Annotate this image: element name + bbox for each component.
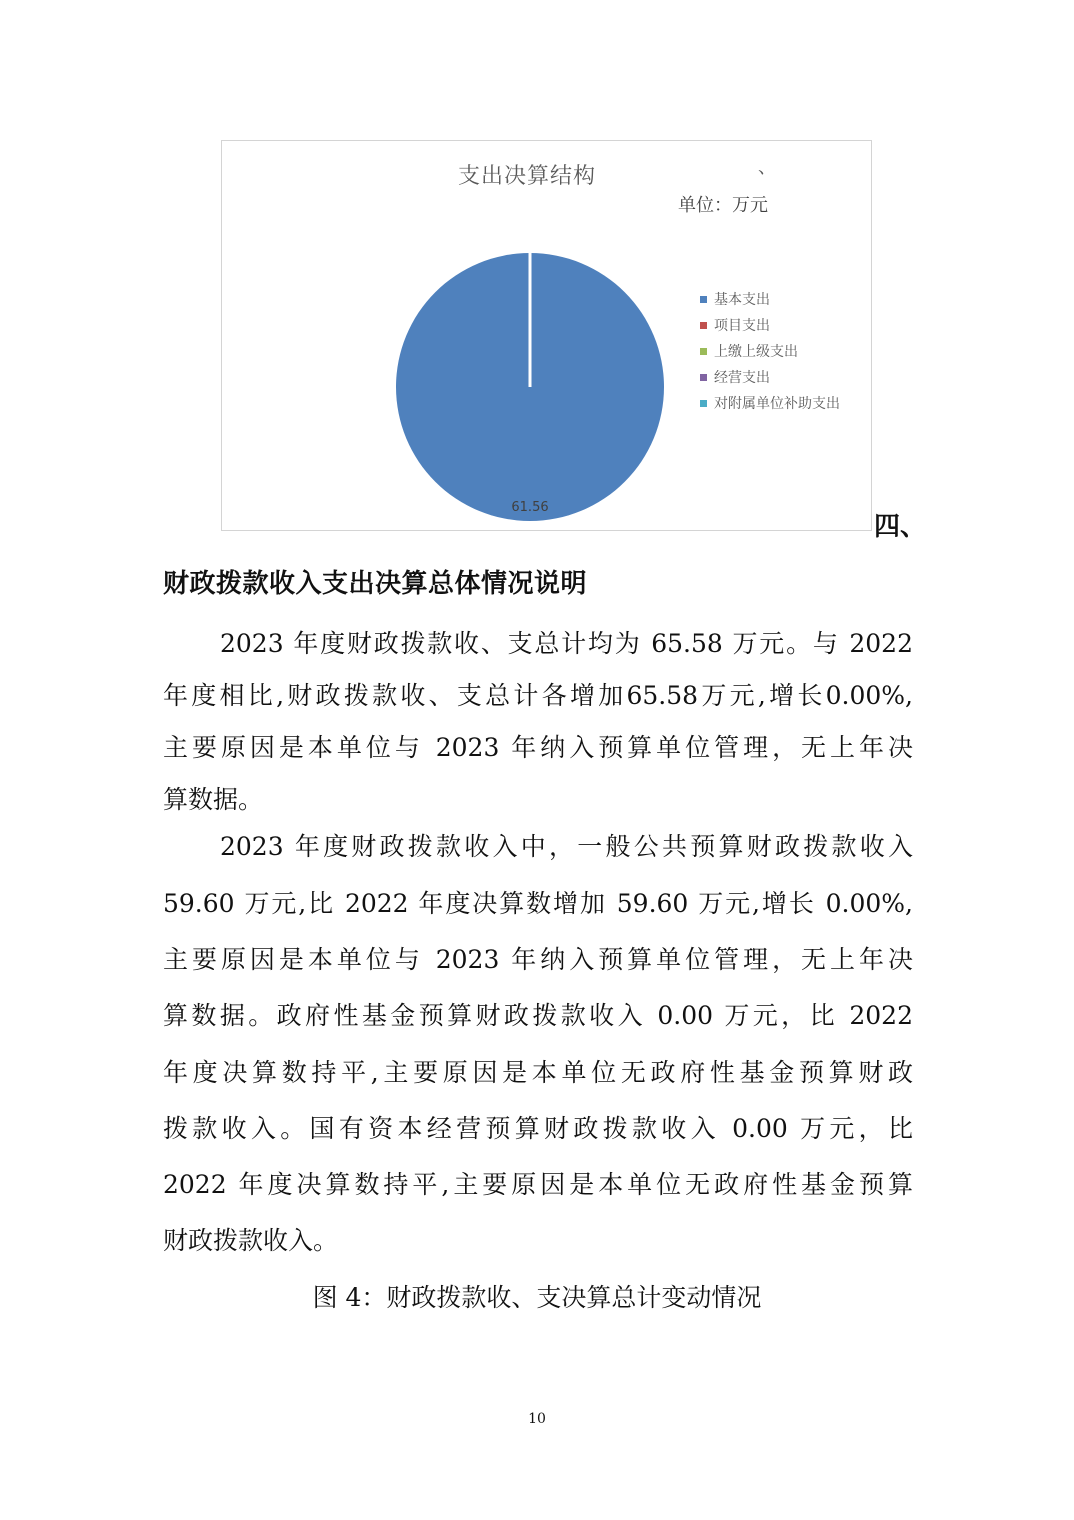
legend-item-2	[700, 338, 840, 364]
page-number: 10	[528, 1411, 546, 1427]
legend-swatch	[700, 296, 707, 303]
chart-title-mark: 、	[758, 157, 776, 178]
paragraph-2-line-4: 算数据。政府性基金预算财政拨款收入 0.00 万元，比 2022	[163, 1001, 913, 1030]
paragraph-2-line-1: 2023 年度财政拨款收入中，一般公共预算财政拨款收入	[220, 832, 913, 861]
paragraph-1-line-1: 2023 年度财政拨款收、支总计均为 65.58 万元。与 2022	[220, 629, 913, 658]
legend-swatch	[700, 348, 707, 355]
section-number: 四、	[874, 512, 927, 542]
legend-swatch	[700, 322, 707, 329]
paragraph-2-line-6: 拨款收入。国有资本经营预算财政拨款收入 0.00 万元，比	[163, 1114, 913, 1143]
legend-item-4	[700, 390, 840, 416]
paragraph-1-line-4: 算数据。	[163, 785, 264, 814]
legend-label: 经营支出	[714, 370, 770, 386]
paragraph-2-line-2: 59.60 万元,比 2022 年度决算数增加 59.60 万元,增长 0.00%,	[163, 889, 913, 918]
figure-caption: 图 4：财政拨款收、支决算总计变动情况	[312, 1283, 762, 1312]
legend-label: 项目支出	[714, 318, 770, 334]
paragraph-2-line-3: 主要原因是本单位与 2023 年纳入预算单位管理，无上年决	[163, 945, 913, 974]
legend-item-1	[700, 312, 840, 338]
legend-swatch	[700, 374, 707, 381]
chart-legend	[700, 286, 840, 416]
paragraph-2-line-5: 年度决算数持平,主要原因是本单位无政府性基金预算财政	[163, 1058, 913, 1087]
paragraph-2-line-7: 2022 年度决算数持平,主要原因是本单位无政府性基金预算	[163, 1170, 913, 1199]
pie-data-label: 61.56	[511, 500, 549, 515]
legend-item-3	[700, 364, 840, 390]
paragraph-1-line-3: 主要原因是本单位与 2023 年纳入预算单位管理，无上年决	[163, 733, 913, 762]
legend-label: 对附属单位补助支出	[714, 396, 840, 412]
paragraph-1-line-2: 年度相比,财政拨款收、支总计各增加65.58万元,增长0.00%,	[163, 681, 913, 710]
chart-unit-label: 单位：万元	[678, 195, 768, 216]
legend-label: 基本支出	[714, 292, 770, 308]
section-heading: 财政拨款收入支出决算总体情况说明	[163, 569, 588, 599]
legend-label: 上缴上级支出	[714, 344, 798, 360]
chart-title: 支出决算结构	[458, 164, 597, 189]
chart-frame	[221, 140, 872, 531]
paragraph-2-line-8: 财政拨款收入。	[163, 1226, 339, 1255]
legend-item-0	[700, 286, 840, 312]
legend-swatch	[700, 400, 707, 407]
